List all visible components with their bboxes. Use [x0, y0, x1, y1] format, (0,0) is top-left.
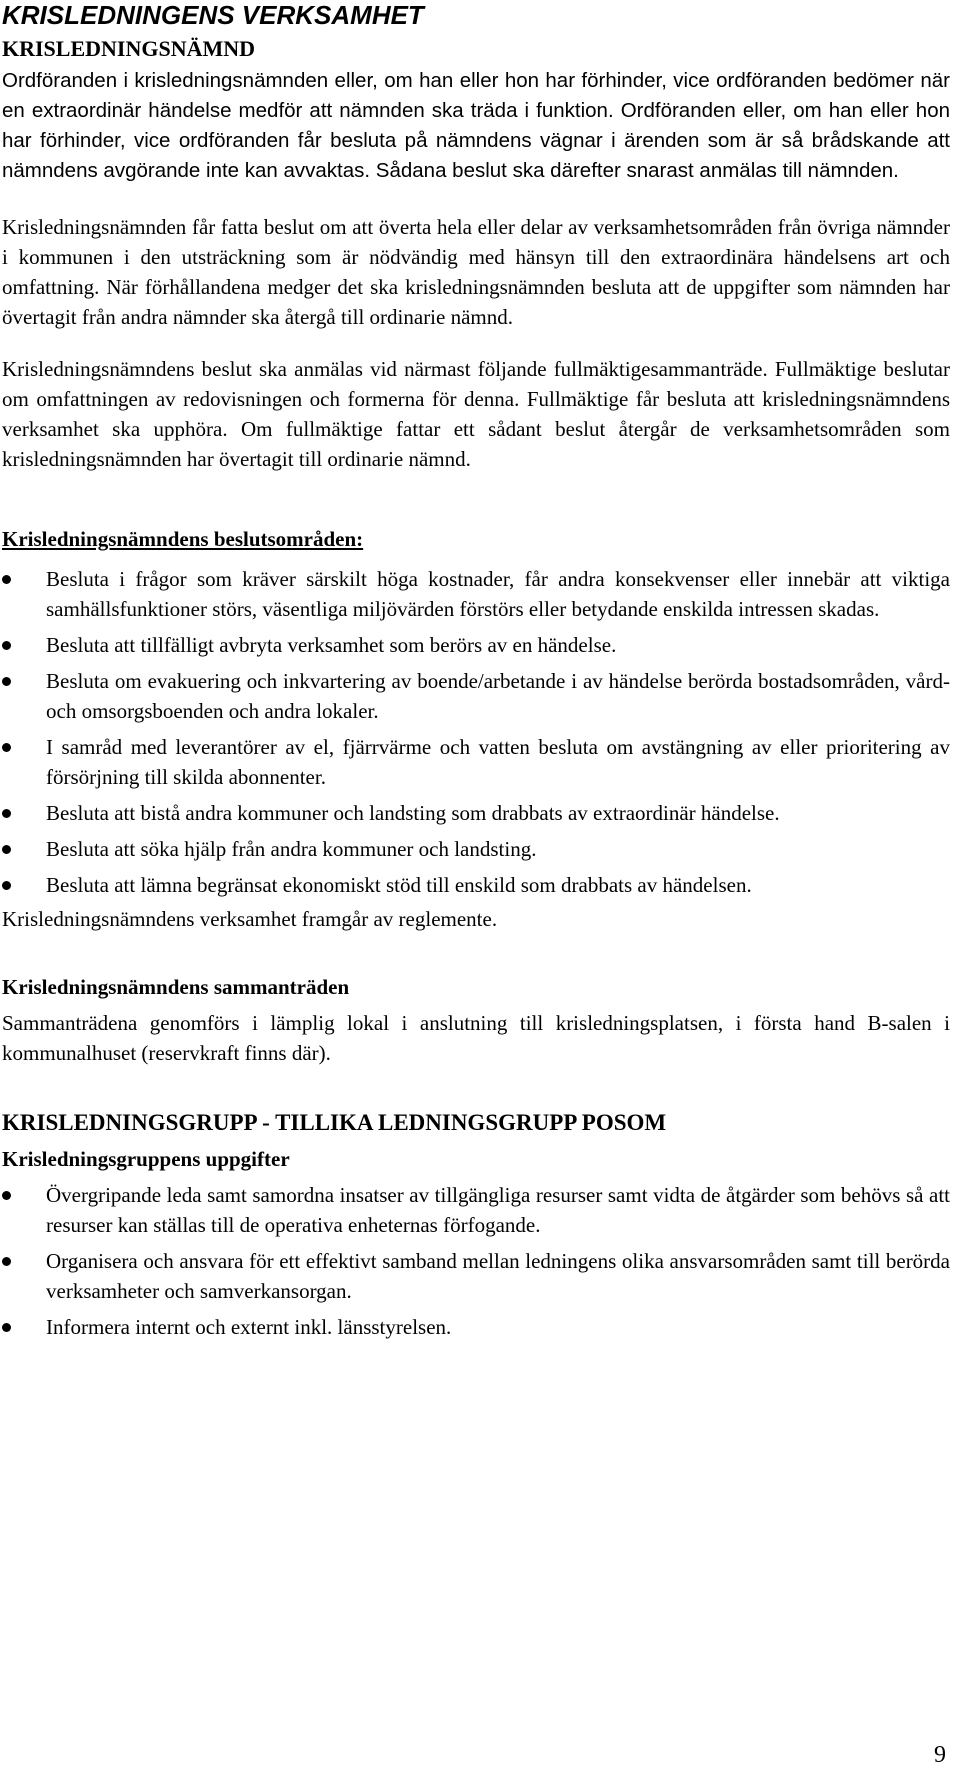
list-item-text: Besluta att lämna begränsat ekonomiskt stöd till enskild som drabbats av händelsen.: [46, 873, 752, 897]
list-item: [2, 834, 950, 864]
list-item-text: Besluta att tillfälligt avbryta verksamhet som berörs av en händelse.: [46, 633, 617, 657]
bullet-icon: [2, 677, 11, 686]
list-item-text: Besluta om evakuering och inkvartering av boende/arbetande i av händelse berörda bostadsområden, vård- och omsorgsboenden och andra lokaler.: [46, 669, 950, 723]
list-item-text: Övergripande leda samt samordna insatser av tillgängliga resurser samt vidta de åtgärder som behövs så att resurser kan ställas till de operativa enheternas förfogande.: [46, 1183, 950, 1237]
list-item: [2, 1180, 950, 1240]
list-item-text: Besluta att bistå andra kommuner och landsting som drabbats av extraordinär händelse.: [46, 801, 780, 825]
page-number: 9: [934, 1742, 946, 1768]
list-item: [2, 1312, 950, 1342]
bullet-icon: [2, 809, 11, 818]
list-item-text: Besluta att söka hjälp från andra kommuner och landsting.: [46, 837, 537, 861]
section-heading-crisis-group: KRISLEDNINGSGRUPP - TILLIKA LEDNINGSGRUPP POSOM: [2, 1110, 667, 1135]
bullet-icon: [2, 881, 11, 890]
section-heading-meetings: Krisledningsnämndens sammanträden: [2, 975, 350, 999]
meetings-paragraph: Sammanträdena genomförs i lämplig lokal i anslutning till krisledningsplatsen, i första hand B-salen i kommunalhuset (reservkraft finns där).: [2, 1011, 950, 1065]
bullet-icon: [2, 641, 11, 650]
section-subheading-group-tasks: Krisledningsgruppens uppgifter: [2, 1147, 290, 1171]
list-item: [2, 630, 950, 660]
bullet-icon: [2, 1323, 11, 1332]
list-item: [2, 798, 950, 828]
list-item-text: Organisera och ansvara för ett effektivt samband mellan ledningens olika ansvarsområden samt till berörda verksamheter och samverkansorgan.: [46, 1249, 950, 1303]
list-item: [2, 666, 950, 726]
list-item: [2, 564, 950, 624]
paragraph-reporting: Krisledningsnämndens beslut ska anmälas vid närmast följande fullmäktigesammanträde. Fullmäktige beslutar om omfattningen av redovisningen och formerna för denna. Fullmäktige får besluta att krisledningsnämndens verksamhet ska upphöra. Om fullmäktige fattar ett sådant beslut återgår de verksamhetsområden som krisledningsnämnden har övertagit till ordinarie nämnd.: [2, 357, 950, 471]
decision-areas-list: [2, 564, 950, 900]
bullet-icon: [2, 743, 11, 752]
document-subtitle: KRISLEDNINGSNÄMND: [2, 36, 256, 61]
list-item: [2, 870, 950, 900]
bullet-icon: [2, 845, 11, 854]
list-item-text: I samråd med leverantörer av el, fjärrvärme och vatten besluta om avstängning av eller prioritering av försörjning till skilda abonnenter.: [46, 735, 950, 789]
bullet-icon: [2, 1191, 11, 1200]
regulation-note: Krisledningsnämndens verksamhet framgår av reglemente.: [2, 907, 498, 931]
group-tasks-list: [2, 1180, 950, 1342]
section-heading-decision-areas: Krisledningsnämndens beslutsområden:: [2, 527, 364, 551]
list-item: [2, 1246, 950, 1306]
document-page: [2, 0, 950, 1348]
list-item-text: Besluta i frågor som kräver särskilt höga kostnader, får andra konsekvenser eller innebär att viktiga samhällsfunktioner störs, väsentliga miljövärden förstörs eller betydande enskilda intressen skadas.: [46, 567, 950, 621]
paragraph-takeover: Krisledningsnämnden får fatta beslut om att överta hela eller delar av verksamhetsområden från övriga nämnder i kommunen i den utsträckning som är nödvändig med hänsyn till den extraordinära händelsens art och omfattning. När förhållandena medger det ska krisledningsnämnden besluta att de uppgifter som nämnden har övertagit från andra nämnder ska återgå till ordinarie nämnd.: [2, 215, 950, 329]
intro-paragraph: Ordföranden i krisledningsnämnden eller, om han eller hon har förhinder, vice ordföranden bedömer när en extraordinär händelse medför att nämnden ska träda i funktion. Ordföranden eller, om han eller hon har förhinder, vice ordföranden får besluta på nämndens vägnar i ärenden som är så brådskande att nämndens avgörande inte kan avvaktas. Sådana beslut ska därefter snarast anmälas till nämnden.: [2, 69, 950, 182]
document-title: KRISLEDNINGENS VERKSAMHET: [2, 0, 424, 30]
list-item-text: Informera internt och externt inkl. länsstyrelsen.: [46, 1315, 452, 1339]
bullet-icon: [2, 1257, 11, 1266]
list-item: [2, 732, 950, 792]
bullet-icon: [2, 575, 11, 584]
